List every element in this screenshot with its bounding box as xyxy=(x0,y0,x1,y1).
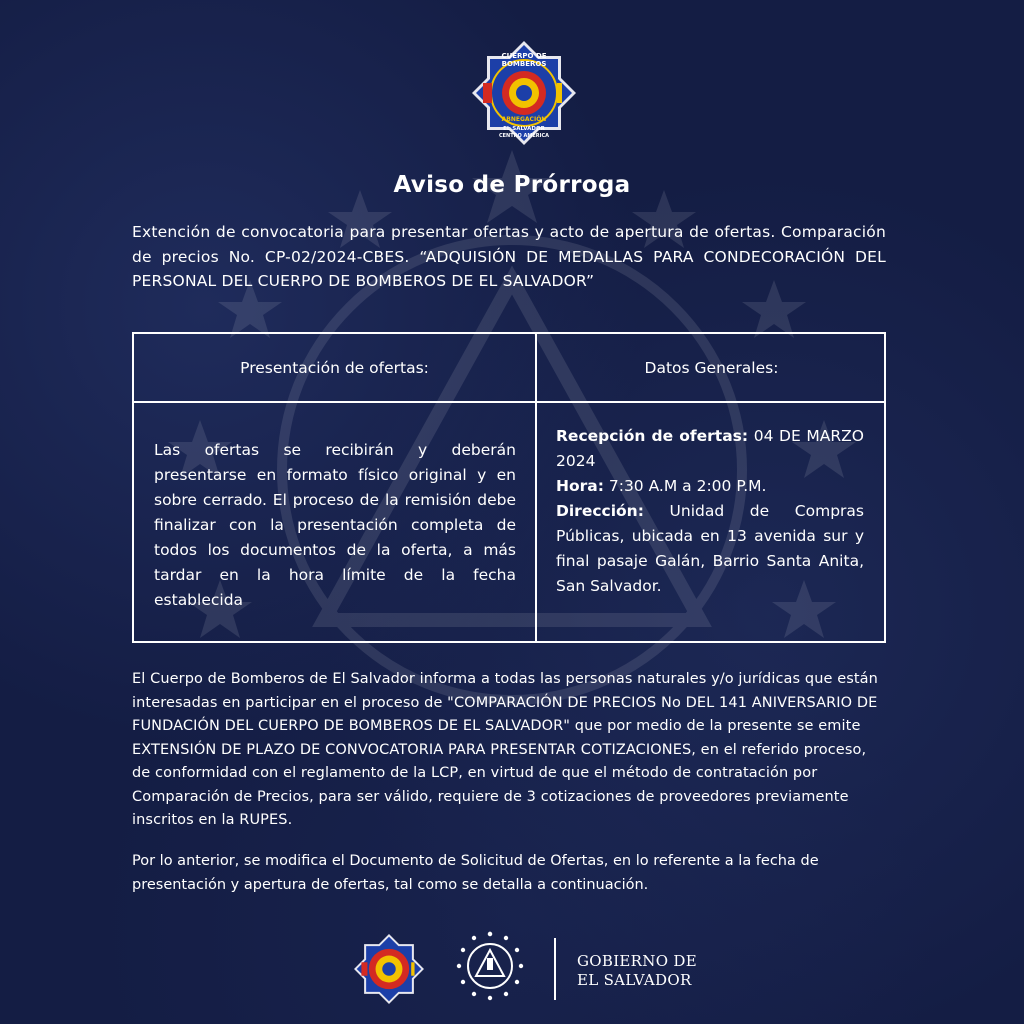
svg-text:EL SALVADOR: EL SALVADOR xyxy=(503,126,545,132)
hour-value: 7:30 A.M a 2:00 P.M. xyxy=(603,477,767,495)
table-divider-horizontal xyxy=(134,401,884,403)
government-logo-text xyxy=(577,952,697,990)
gov-line-1: GOBIERNO DE xyxy=(577,952,697,970)
table-header-general-data: Datos Generales: xyxy=(644,358,779,377)
bomberos-emblem-icon xyxy=(352,932,426,1006)
svg-text:CUERPO DE: CUERPO DE xyxy=(501,52,547,60)
footer-divider xyxy=(554,938,556,1000)
table-header-presentation: Presentación de ofertas: xyxy=(240,358,429,377)
reception-value: 04 DE MARZO 2024 xyxy=(556,427,864,470)
gov-line-2: EL SALVADOR xyxy=(577,971,692,989)
page-title: Aviso de Prórroga xyxy=(393,172,631,198)
intro-text: Extención de convocatoria para presentar ofertas y acto de apertura de ofertas. Comparación de precios No. CP-02/2024-CBES. “ADQUISIÓN DE MEDALLAS PARA CONDECORACIÓN DEL PERSONAL DEL CUERPO DE BOMBEROS DE EL SALVADOR” xyxy=(132,223,886,290)
el-salvador-seal-icon xyxy=(454,930,526,1002)
bomberos-emblem-icon xyxy=(469,38,579,148)
svg-text:CENTRO AMÉRICA: CENTRO AMÉRICA xyxy=(498,133,550,139)
address-label: Dirección: xyxy=(556,502,644,520)
notice-paragraph: El Cuerpo de Bomberos de El Salvador informa a todas las personas naturales y/o jurídicas que están interesadas en participar en el proceso de "COMPARACIÓN DE PRECIOS No DEL 141 ANIVERSARIO DE FUNDACIÓN DEL CUERPO DE BOMBEROS DE EL SALVADOR" que por medio de la presente se emite EXTENSIÓN DE PLAZO DE CONVOCATORIA PARA PRESENTAR COTIZACIONES, en el referido proceso, de conformidad con el reglamento de la LCP, en virtud de que el método de contratación por Comparación de Precios, para ser válido, requiere de 3 cotizaciones de proveedores previamente inscritos en la RUPES. xyxy=(132,671,878,828)
offers-table xyxy=(132,332,886,643)
modification-paragraph: Por lo anterior, se modifica el Documento de Solicitud de Ofertas, en lo referente a la fecha de presentación y apertura de ofertas, tal como se detalla a continuación. xyxy=(132,853,819,893)
hour-label: Hora: xyxy=(556,477,604,495)
presentation-details: Las ofertas se recibirán y deberán presentarse en formato físico original y en sobre cerrado. El proceso de la remisión debe finalizar con la presentación completa de todos los documentos de la oferta, a más tardar en la hora límite de la fecha establecida xyxy=(154,441,516,609)
svg-text:ABNEGACIÓN: ABNEGACIÓN xyxy=(501,116,547,123)
general-data-details xyxy=(556,424,864,599)
reception-label: Recepción de ofertas: xyxy=(556,427,749,445)
address-value: Unidad de Compras Públicas, ubicada en 13 avenida sur y final pasaje Galán, Barrio Santa Anita, San Salvador. xyxy=(556,502,864,595)
svg-text:BOMBEROS: BOMBEROS xyxy=(501,60,547,68)
